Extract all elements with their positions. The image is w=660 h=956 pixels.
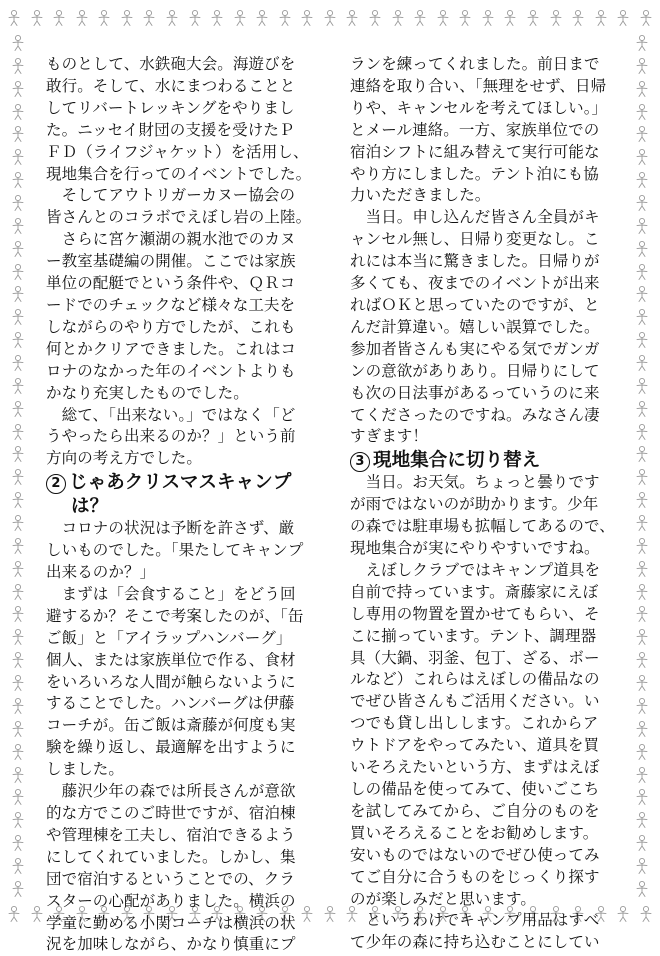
text-line: というわけでキャンプ用品はすべ [350,911,600,930]
stick-figure-icon [322,905,338,923]
stick-figure-icon [344,9,360,27]
stick-figure-icon [634,583,650,601]
circled-number: 3 [350,452,370,472]
stick-figure-icon [10,857,26,875]
stick-figure-icon [634,491,650,509]
stick-figure-icon [10,148,26,166]
text-line: のが楽しみだと思います。 [350,889,536,908]
text-line: すぎます！ [350,427,429,446]
text-line: ンの意欲がありあり。日帰りにして [350,361,600,380]
stick-figure-icon [29,905,45,923]
stick-figure-icon [10,674,26,692]
stick-figure-icon [29,9,45,27]
stick-figure-icon [634,377,650,395]
stick-figure-icon [10,766,26,784]
stick-figure-icon [634,811,650,829]
text-line: やり方にしました。テント泊にも協 [350,164,599,183]
stick-figure-icon [10,743,26,761]
stick-figure-icon [638,9,654,27]
stick-figure-icon [10,194,26,212]
stick-figure-icon [634,331,650,349]
border-top [6,6,654,30]
stick-figure-icon [10,583,26,601]
text-line: 力いただきました。 [350,186,491,205]
stick-figure-icon [232,9,248,27]
stick-figure-icon [634,285,650,303]
text-line: りや、キャンセルを考えてほしい。」 [350,98,608,117]
text-line: 自前で持っています。斎藤家にえぼ [350,582,599,601]
text-line: かなり充実したものでした。 [46,383,249,402]
text-line: ウトドアをやってみたい、道具を買 [350,736,600,755]
stick-figure-icon [10,880,26,898]
stick-figure-icon [74,9,90,27]
text-line: しながらのやり方でしたが、これも [46,317,296,336]
stick-figure-icon [10,263,26,281]
stick-figure-icon [10,697,26,715]
stick-figure-icon [634,423,650,441]
stick-figure-icon [10,537,26,555]
heading-text: 現地集合に切り替え [373,450,541,472]
text-line: コーチが。缶ご飯は斎藤が何度も実 [46,716,296,735]
text-line: 連絡を取り合い、「無理をせず、日帰 [350,76,607,95]
text-line: 験を繰り返し、最適解を出すように [46,738,296,757]
text-line: ルなど）これらはえぼしの備品なの [350,670,600,689]
text-line: てくださったのですね。みなさん凄 [350,405,600,424]
stick-figure-icon [322,9,338,27]
text-line: 避するか？そこで考案したのが、「缶 [46,606,304,625]
text-line: することでした。ハンバーグは伊藤 [46,694,295,713]
stick-figure-icon [96,9,112,27]
stick-figure-icon [634,468,650,486]
stick-figure-icon [10,57,26,75]
stick-figure-icon [570,9,586,27]
text-line: んだ計算違い。嬉しい誤算でした。 [350,317,600,336]
border-left [6,34,30,898]
stick-figure-icon [10,34,26,52]
stick-figure-icon [634,57,650,75]
text-line: も次の日法事があるっていうのに来 [350,383,600,402]
stick-figure-icon [10,354,26,372]
text-line: うやったら出来るのか？」という前 [46,427,296,446]
stick-figure-icon [10,285,26,303]
circled-number: 2 [46,474,66,494]
stick-figure-icon [634,400,650,418]
text-line: いそろえたいという方、まずはえぼ [350,758,600,777]
text-line: の森では駐車場も拡幅してあるので、 [350,517,615,536]
stick-figure-icon [593,9,609,27]
stick-figure-icon [10,628,26,646]
left-column [46,54,312,956]
stick-figure-icon [10,788,26,806]
text-line: しました。 [46,760,125,779]
stick-figure-icon [634,445,650,463]
stick-figure-icon [10,377,26,395]
text-line: が雨ではないのが助かります。少年 [350,495,599,514]
text-line: 況を加味しながら、かなり慎重にプ [46,935,296,954]
text-line: や管理棟を工夫し、宿泊できるよう [46,825,296,844]
text-line: さらに宮ケ瀬湖の親水池でのカヌ [46,230,296,249]
text-line: 出来るのか？」 [46,563,156,582]
text-line: ードでのチェックなど様々な工夫を [46,295,296,314]
stick-figure-icon [10,125,26,143]
stick-figure-icon [502,9,518,27]
stick-figure-icon [10,651,26,669]
stick-figure-icon [10,811,26,829]
text-line: 現地集合が実にやりやすいですね。 [350,539,600,558]
text-line: 単位の配艇でという条件や、ＱＲコ [46,274,296,293]
text-line: にしてくれていました。しかし、集 [46,847,296,866]
stick-figure-icon [299,9,315,27]
stick-figure-icon [164,9,180,27]
text-line: ればＯＫと思っていたのですが、と [350,295,600,314]
text-line: 何とかクリアできました。これはコ [46,339,297,358]
stick-figure-icon [10,445,26,463]
text-line: 具（大鍋、羽釜、包丁、ざる、ボー [350,648,600,667]
text-line: 多くても、夜までのイベントが出来 [350,274,600,293]
stick-figure-icon [525,9,541,27]
stick-figure-icon [141,9,157,27]
stick-figure-icon [10,468,26,486]
section-heading-2 [46,471,312,494]
stick-figure-icon [615,905,631,923]
text-line: してリバートレッキングをやりまし [46,98,295,117]
text-line: 総て、「出来ない。」ではなく「ど [46,405,296,424]
stick-figure-icon [10,605,26,623]
text-line: 個人、または家族単位で作る、食材 [46,650,296,669]
paragraph [46,405,312,471]
stick-figure-icon [634,766,650,784]
text-line: 当日。お天気。ちょっと曇りです [350,473,600,492]
stick-figure-icon [634,125,650,143]
stick-figure-icon [10,331,26,349]
paragraph [46,185,312,229]
text-line: しの備品を使ってみて、使いごこち [350,780,600,798]
text-line: 方向の考え方でした。 [46,449,203,468]
stick-figure-icon [634,80,650,98]
paragraph [350,910,616,954]
text-line: ご飯」と「アイラップハンバーグ」 [46,628,292,647]
stick-figure-icon [10,103,26,121]
text-line: つでも貸し出しします。これからア [350,714,599,733]
text-line: 当日。申し込んだ皆さん全員がキ [350,208,600,227]
paragraph [46,54,312,185]
heading-text: は？ [71,496,109,518]
stick-figure-icon [634,263,650,281]
text-line: 宿泊シフトに組み替えて実行可能な [350,142,600,161]
stick-figure-icon [254,9,270,27]
stick-figure-icon [634,674,650,692]
text-line: でぜひ皆さんもご活用ください。い [350,692,600,711]
text-line: 現地集合を行ってのイベントでした。 [46,164,312,183]
text-line: 安いものではないのでぜひ使ってみ [350,845,600,864]
stick-figure-icon [634,788,650,806]
stick-figure-icon [634,560,650,578]
stick-figure-icon [10,514,26,532]
text-line: ものとして、水鉄砲大会。海遊びを [46,55,296,73]
stick-figure-icon [634,103,650,121]
stick-figure-icon [634,240,650,258]
text-line: しいものでした。「果たしてキャンプ [46,541,304,560]
text-line: 団で宿泊するということでの、クラ [46,869,295,888]
text-line: スターの心配がありました。横浜の [46,891,296,910]
stick-figure-icon [10,491,26,509]
stick-figure-icon [119,9,135,27]
stick-figure-icon [412,9,428,27]
stick-figure-icon [634,194,650,212]
stick-figure-icon [457,9,473,27]
stick-figure-icon [367,9,383,27]
stick-figure-icon [10,400,26,418]
paragraph [350,472,616,560]
stick-figure-icon [634,605,650,623]
border-right [630,34,654,898]
text-line: こに揃っています。テント、調理器 [350,626,597,645]
stick-figure-icon [10,308,26,326]
stick-figure-icon [634,834,650,852]
stick-figure-icon [634,743,650,761]
paragraph [46,781,312,956]
stick-figure-icon [634,857,650,875]
stick-figure-icon [634,720,650,738]
text-line: てご自分に合うものをじっくり探す [350,867,600,886]
paragraph [350,54,616,207]
text-line: コロナの状況は予断を許さず、厳 [46,519,295,538]
text-line: ャンセル無し、日帰り変更なし。こ [350,230,600,249]
stick-figure-icon [10,171,26,189]
stick-figure-icon [10,834,26,852]
stick-figure-icon [634,217,650,235]
text-line: し専用の物置を置かせてもらい、そ [350,604,600,623]
stick-figure-icon [634,697,650,715]
section-heading-3 [350,449,616,472]
stick-figure-icon [634,354,650,372]
stick-figure-icon [634,34,650,52]
stick-figure-icon [6,9,22,27]
text-line: 参加者皆さんも実にやる気でガンガ [350,339,600,358]
stick-figure-icon [10,240,26,258]
paragraph [46,584,312,781]
text-line: 的な方でこのご時世ですが、宿泊棟 [46,804,296,822]
text-line: て少年の森に持ち込むことにしてい [350,933,600,952]
text-line: をいろいろな人間が触らないように [46,672,296,691]
stick-figure-icon [10,423,26,441]
stick-figure-icon [634,308,650,326]
text-line: そしてアウトリガーカヌー協会の [46,186,296,205]
stick-figure-icon [634,628,650,646]
text-line: 敢行。そして、水にまつわることと [46,76,296,95]
heading-text: じゃあクリスマスキャンプ [69,472,292,494]
text-line: ロナのなかった年のイベントよりも [46,361,296,380]
stick-figure-icon [480,9,496,27]
paragraph [46,229,312,404]
stick-figure-icon [615,9,631,27]
stick-figure-icon [187,9,203,27]
text-line: を試してみてから、ご自分のものを [350,801,600,820]
text-line: ー教室基礎編の開催。ここでは家族 [46,252,296,271]
paragraph [46,518,312,584]
stick-figure-icon [10,217,26,235]
paragraph [350,560,616,911]
stick-figure-icon [634,880,650,898]
stick-figure-icon [10,560,26,578]
stick-figure-icon [435,9,451,27]
text-line: まずは「会食すること」をどう回 [46,584,296,603]
text-line: れには本当に驚きました。日帰りが [350,252,600,271]
stick-figure-icon [548,9,564,27]
stick-figure-icon [390,9,406,27]
text-line: えぼしクラブではキャンプ道具を [350,560,601,579]
stick-figure-icon [277,9,293,27]
stick-figure-icon [209,9,225,27]
text-line: た。ニッセイ財団の支援を受けたＰ [46,120,295,139]
stick-figure-icon [51,9,67,27]
stick-figure-icon [638,905,654,923]
stick-figure-icon [10,80,26,98]
text-line: ＦＤ（ライフジャケット）を活用し、 [46,142,309,161]
stick-figure-icon [634,171,650,189]
text-line: 皆さんとのコラボでえぼし岩の上陸。 [46,208,312,227]
stick-figure-icon [634,537,650,555]
stick-figure-icon [634,148,650,166]
stick-figure-icon [634,514,650,532]
text-line: 学童に勤める小関コーチは横浜の状 [46,913,296,932]
text-line: 藤沢少年の森では所長さんが意欲 [46,782,296,801]
right-column [350,54,616,954]
paragraph [350,207,616,448]
text-line: 買いそろえることをお勧めします。 [350,823,599,842]
stick-figure-icon [6,905,22,923]
text-line: とメール連絡。一方、家族単位での [350,120,600,139]
stick-figure-icon [10,720,26,738]
text-line: ランを練ってくれました。前日まで [350,55,600,73]
stick-figure-icon [634,651,650,669]
section-heading-2-continued [46,495,312,518]
